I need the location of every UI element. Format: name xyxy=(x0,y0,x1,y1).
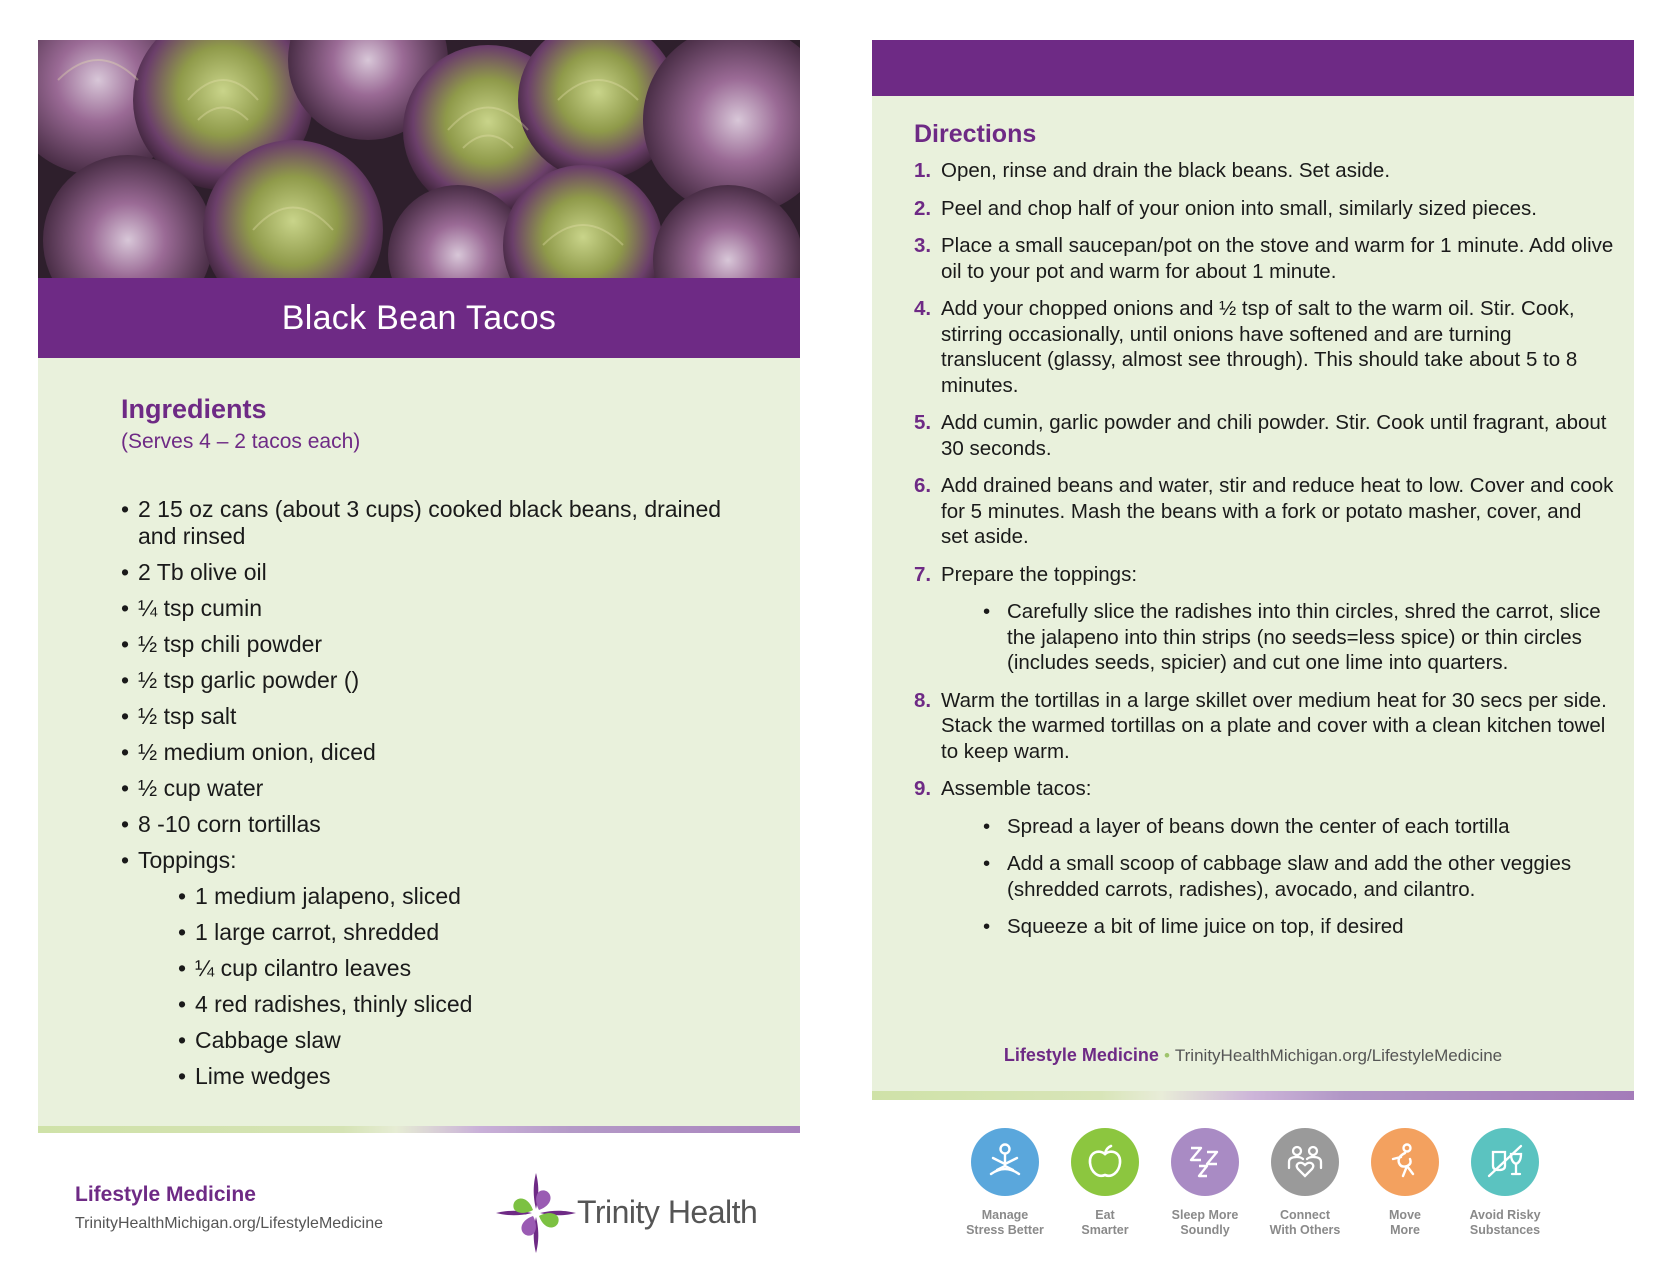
list-item: • 4 red radishes, thinly sliced xyxy=(178,991,741,1018)
direction-step xyxy=(914,196,1614,222)
direction-step xyxy=(914,158,1614,184)
pillar-icons xyxy=(950,1128,1550,1248)
list-item: • ½ tsp salt xyxy=(121,703,741,730)
substep-item: • Spread a layer of beans down the center of each tortilla xyxy=(1007,814,1614,840)
sleep-icon xyxy=(1171,1128,1239,1196)
direction-step xyxy=(914,233,1614,284)
step-text: Add your chopped onions and ½ tsp of salt to the warm oil. Stir. Cook, stirring occasionally, until onions have softened and are turning translucent (glassy, almost see through). This should take about 5 to 8 minutes. xyxy=(941,297,1578,397)
pillar-eat-smarter xyxy=(1050,1128,1160,1238)
direction-step xyxy=(914,776,1614,940)
recipe-title: Black Bean Tacos xyxy=(38,278,800,358)
toppings-list xyxy=(138,883,741,1090)
accent-stripe xyxy=(38,1126,800,1133)
right-footer xyxy=(872,1045,1634,1066)
direction-step xyxy=(914,688,1614,765)
recipe-back-card xyxy=(872,40,1634,1100)
step-number: 3. xyxy=(914,234,932,257)
direction-step xyxy=(914,296,1614,398)
toppings-item xyxy=(121,847,741,1090)
directions-heading: Directions xyxy=(914,120,1037,148)
step-text: Place a small saucepan/pot on the stove and warm for 1 minute. Add olive oil to your pot and warm for about 1 minute. xyxy=(941,234,1614,283)
step-number: 5. xyxy=(914,411,932,434)
substep-item: • Add a small scoop of cabbage slaw and add the other veggies (shredded carrots, radishes), avocado, and cilantro. xyxy=(1007,851,1614,902)
directions-panel xyxy=(872,96,1634,1091)
manage-stress-icon xyxy=(971,1128,1039,1196)
eat-smarter-icon xyxy=(1071,1128,1139,1196)
icon-label: Connect With Others xyxy=(1269,1208,1341,1237)
list-item: • ½ tsp garlic powder () xyxy=(121,667,741,694)
list-item: • 2 15 oz cans (about 3 cups) cooked black beans, drained and rinsed xyxy=(121,496,741,550)
pillar-move xyxy=(1350,1128,1460,1238)
step-number: 2. xyxy=(914,196,932,220)
list-item: • 8 -10 corn tortillas xyxy=(121,811,741,838)
list-item: • ¼ cup cilantro leaves xyxy=(178,955,741,982)
step-text: Open, rinse and drain the black beans. Set aside. xyxy=(941,159,1391,182)
footer-url[interactable]: TrinityHealthMichigan.org/LifestyleMedicine xyxy=(1174,1046,1503,1065)
connect-icon xyxy=(1271,1128,1339,1196)
step-number: 9. xyxy=(914,777,932,800)
list-item: • Cabbage slaw xyxy=(178,1027,741,1054)
substep-list xyxy=(941,814,1614,940)
step-number: 6. xyxy=(914,474,932,497)
icon-label: Sleep More Soundly xyxy=(1171,1208,1239,1237)
header-band xyxy=(872,40,1634,96)
list-item: • ¼ tsp cumin xyxy=(121,595,741,622)
servings-note: (Serves 4 – 2 tacos each) xyxy=(121,430,361,453)
footer-separator: • xyxy=(1163,1046,1170,1065)
avoid-risky-icon xyxy=(1471,1128,1539,1196)
move-icon xyxy=(1371,1128,1439,1196)
step-text: Peel and chop half of your onion into small, similarly sized pieces. xyxy=(941,196,1537,220)
step-text: Add cumin, garlic powder and chili powder. Stir. Cook until fragrant, about 30 seconds. xyxy=(941,411,1607,460)
step-number: 1. xyxy=(914,159,932,182)
ingredients-list xyxy=(121,496,741,1099)
footer-url[interactable]: TrinityHealthMichigan.org/LifestyleMedicine xyxy=(75,1215,383,1232)
step-number: 4. xyxy=(914,297,932,320)
step-number: 8. xyxy=(914,688,932,712)
substep-item: • Carefully slice the radishes into thin circles, shred the carrot, slice the jalapeno into thin strips (no seeds=less spice) or thin circles (includes seeds, spicier) and cut one lime into quarters. xyxy=(1007,599,1614,676)
logo-wordmark: Trinity Health xyxy=(577,1194,758,1230)
step-number: 7. xyxy=(914,562,932,586)
footer-brand: Lifestyle Medicine xyxy=(1003,1045,1159,1065)
step-text: Assemble tacos: xyxy=(941,777,1092,800)
icon-label: Manage Stress Better xyxy=(966,1208,1044,1237)
ingredients-panel xyxy=(38,358,800,1126)
pillar-sleep xyxy=(1150,1128,1260,1238)
direction-step xyxy=(914,562,1614,676)
icon-label: Eat Smarter xyxy=(1081,1208,1129,1237)
pillar-manage-stress xyxy=(950,1128,1060,1238)
list-item: • 2 Tb olive oil xyxy=(121,559,741,586)
pillar-avoid-risky xyxy=(1450,1128,1560,1238)
list-item: • ½ tsp chili powder xyxy=(121,631,741,658)
icon-label: Move More xyxy=(1389,1208,1421,1237)
footer-brand: Lifestyle Medicine xyxy=(75,1183,256,1206)
list-item: • Lime wedges xyxy=(178,1063,741,1090)
direction-step xyxy=(914,473,1614,550)
pillar-connect xyxy=(1250,1128,1360,1238)
step-text: Warm the tortillas in a large skillet over medium heat for 30 secs per side. Stack the warmed tortillas on a plate and cover with a clean kitchen towel to keep warm. xyxy=(941,688,1607,763)
list-item: • 1 medium jalapeno, sliced xyxy=(178,883,741,910)
list-item: • 1 large carrot, shredded xyxy=(178,919,741,946)
list-item: • ½ medium onion, diced xyxy=(121,739,741,766)
artichoke-photo xyxy=(38,40,800,278)
substep-list xyxy=(941,599,1614,676)
list-item: • ½ cup water xyxy=(121,775,741,802)
icon-label: Avoid Risky Substances xyxy=(1469,1208,1541,1237)
directions-list xyxy=(914,158,1614,952)
recipe-front-card xyxy=(38,40,800,1133)
accent-stripe xyxy=(872,1091,1634,1100)
toppings-label: Toppings: xyxy=(138,847,237,873)
substep-item: • Squeeze a bit of lime juice on top, if desired xyxy=(1007,914,1614,940)
step-text: Prepare the toppings: xyxy=(941,562,1138,586)
ingredients-heading: Ingredients xyxy=(121,394,267,424)
direction-step xyxy=(914,410,1614,461)
step-text: Add drained beans and water, stir and reduce heat to low. Cover and cook for 5 minutes. Mash the beans with a fork or potato masher, cover, and set aside. xyxy=(941,474,1614,548)
